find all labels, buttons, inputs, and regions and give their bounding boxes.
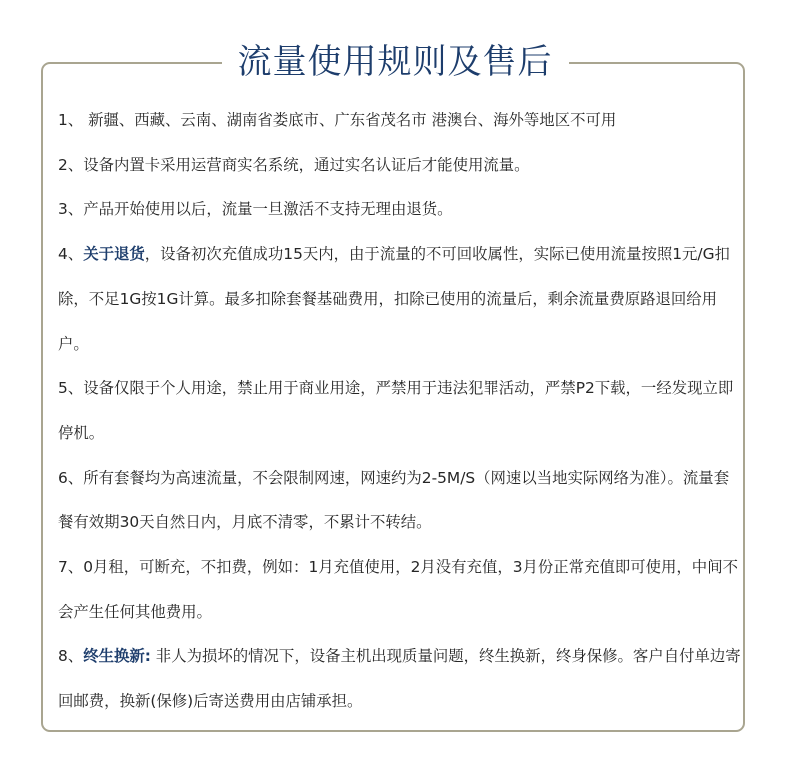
rule-text: 产品开始使用以后，流量一旦激活不支持无理由退货。 xyxy=(83,200,453,219)
rule-text: 0月租，可断充，不扣费，例如：1月充值使用，2月没有充值，3月份正常充值即可使用，中间不会产生任何其他费用。 xyxy=(58,558,738,621)
rules-list xyxy=(58,98,742,724)
rule-text: 非人为损坏的情况下，设备主机出现质量问题，终生换新，终身保修。客户自付单边寄回邮费，换新(保修)后寄送费用由店铺承担。 xyxy=(58,647,741,711)
rule-number: 6、 xyxy=(58,468,84,487)
rule-number: 7、 xyxy=(58,558,84,577)
rule-keyword: 终生换新: xyxy=(83,647,151,666)
rule-item-5 xyxy=(58,366,742,455)
rule-item-2 xyxy=(58,143,742,188)
rule-keyword: 关于退货 xyxy=(83,245,145,264)
page-title: 流量使用规则及售后 xyxy=(222,36,569,88)
rule-text: 所有套餐均为高速流量，不会限制网速，网速约为2-5M/S（网速以当地实际网络为准）。流量套餐有效期30天自然日内，月底不清零，不累计不转结。 xyxy=(58,468,730,532)
rule-item-4 xyxy=(58,232,742,366)
rule-text: 设备仅限于个人用途，禁止用于商业用途，严禁用于违法犯罪活动，严禁P2下载，一经发现立即停机。 xyxy=(58,379,734,442)
rule-item-1 xyxy=(58,98,742,143)
rule-number: 8、 xyxy=(58,647,84,666)
rule-number: 1、 xyxy=(58,111,84,129)
rule-item-3 xyxy=(58,187,742,232)
rule-text: 新疆、西藏、云南、湖南省娄底市、广东省茂名市 港澳台、海外等地区不可用 xyxy=(83,111,617,129)
rule-item-7 xyxy=(58,545,742,634)
title-bar xyxy=(0,36,790,88)
rule-item-8 xyxy=(58,634,742,723)
rule-number: 2、 xyxy=(58,155,84,174)
rule-text: ，设备初次充值成功15天内，由于流量的不可回收属性，实际已使用流量按照1元/G扣除，不足1G按1G计算。最多扣除套餐基础费用，扣除已使用的流量后，剩余流量费原路退回给用户。 xyxy=(58,245,730,353)
rule-number: 5、 xyxy=(58,379,84,398)
rule-number: 3、 xyxy=(58,200,84,219)
rule-text: 设备内置卡采用运营商实名系统，通过实名认证后才能使用流量。 xyxy=(83,155,530,174)
rule-number: 4、 xyxy=(58,245,84,264)
rule-item-6 xyxy=(58,456,742,545)
